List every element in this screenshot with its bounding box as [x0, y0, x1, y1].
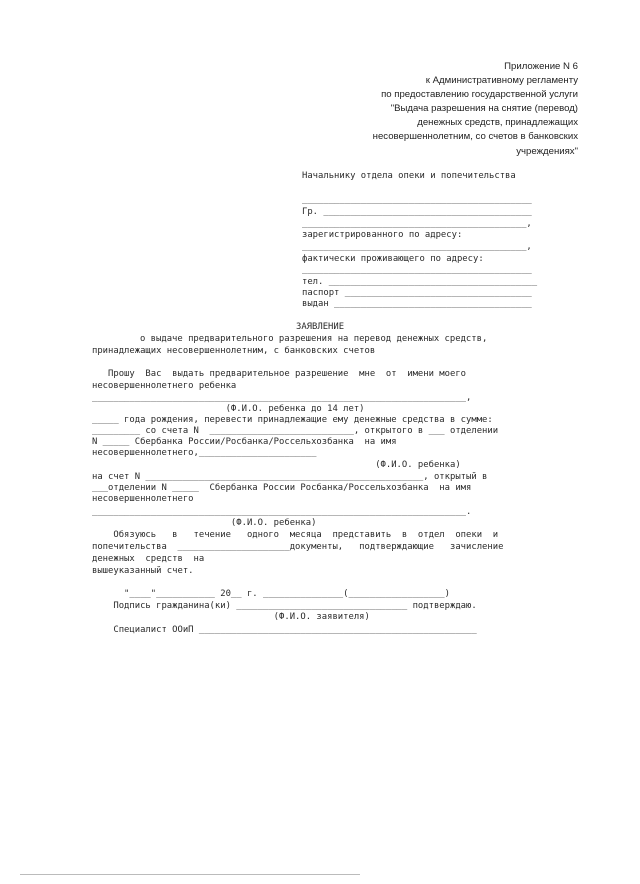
issued-field: выдан _____________________________________ — [302, 299, 532, 309]
statement-title: ЗАЯВЛЕНИЕ — [296, 322, 345, 332]
body-line: ___отделении N _____ Сбербанка России Росбанка/Россельхозбанка на имя — [92, 483, 472, 493]
passport-field: паспорт ___________________________________ — [302, 288, 532, 298]
body-line: на счет N ____________________________________________________, открытый в — [92, 472, 488, 482]
body-line: Обязуюсь в течение одного месяца представить в отдел опеки и — [92, 530, 499, 540]
registered-label: зарегистрированного по адресу: — [302, 230, 463, 240]
field-caption: (Ф.И.О. ребенка) — [92, 518, 317, 528]
appendix-line: денежных средств, принадлежащих — [417, 117, 578, 129]
addressee-title: Начальнику отдела опеки и попечительства — [302, 171, 516, 181]
date-signature-line: "____"___________ 20__ г. _______________(__________________) — [92, 589, 450, 599]
actual-address-field: ___________________________________________ — [302, 265, 532, 275]
appendix-line: Приложение N 6 — [504, 61, 578, 72]
appendix-line: по предоставлению государственной услуги — [381, 89, 578, 101]
body-line: N _____ Сбербанка России/Росбанка/Россельхозбанка на имя — [92, 437, 397, 447]
body-line: денежных средств на — [92, 554, 205, 564]
phone-field: тел. _______________________________________ — [302, 277, 538, 287]
field-caption: (Ф.И.О. ребенка) — [92, 460, 461, 470]
appendix-line: к Административному регламенту — [425, 75, 578, 87]
body-line: _____ года рождения, перевести принадлежащие ему денежные средства в сумме: — [92, 415, 493, 425]
body-line: несовершеннолетнего — [92, 494, 194, 504]
applicant-signature-line: Подпись гражданина(ки) ________________________________ подтверждаю. — [92, 601, 477, 611]
appendix-header — [278, 60, 578, 159]
actual-address-label: фактически проживающего по адресу: — [302, 254, 484, 264]
citizen-name-field: Гр. _______________________________________ — [302, 207, 532, 217]
field-caption: (Ф.И.О. заявителя) — [92, 612, 370, 622]
body-line: Прошу Вас выдать предварительное разрешение мне от имени моего — [92, 369, 467, 379]
bottom-divider — [20, 874, 360, 875]
child-name-field: ______________________________________________________________________. — [92, 507, 472, 517]
statement-subtitle-line: о выдаче предварительного разрешения на перевод денежных средств, — [140, 334, 488, 344]
field-caption: (Ф.И.О. ребенка до 14 лет) — [92, 404, 365, 414]
statement-subtitle-line: принадлежащих несовершеннолетним, с банковских счетов — [92, 346, 376, 356]
body-line: несовершеннолетнего,______________________ — [92, 448, 317, 458]
registered-address-field: __________________________________________, — [302, 242, 532, 252]
citizen-name-cont: __________________________________________, — [302, 219, 532, 229]
body-line: вышеуказанный счет. — [92, 566, 194, 576]
child-name-field: ______________________________________________________________________, — [92, 393, 472, 403]
specialist-signature-line: Специалист ООиП ____________________________________________________ — [92, 625, 477, 635]
appendix-line: учреждениях" — [516, 145, 578, 157]
appendix-line: "Выдача разрешения на снятие (перевод) — [390, 103, 578, 115]
addressee-blank-line: ___________________________________________ — [302, 195, 532, 205]
body-line: несовершеннолетнего ребенка — [92, 381, 237, 391]
body-line: попечительства _____________________документы, подтверждающие зачисление — [92, 542, 504, 552]
appendix-line: несовершеннолетним, со счетов в банковских — [372, 131, 578, 143]
body-line: _________ со счета N ___________________________, открытого в ___ отделении — [92, 426, 499, 436]
